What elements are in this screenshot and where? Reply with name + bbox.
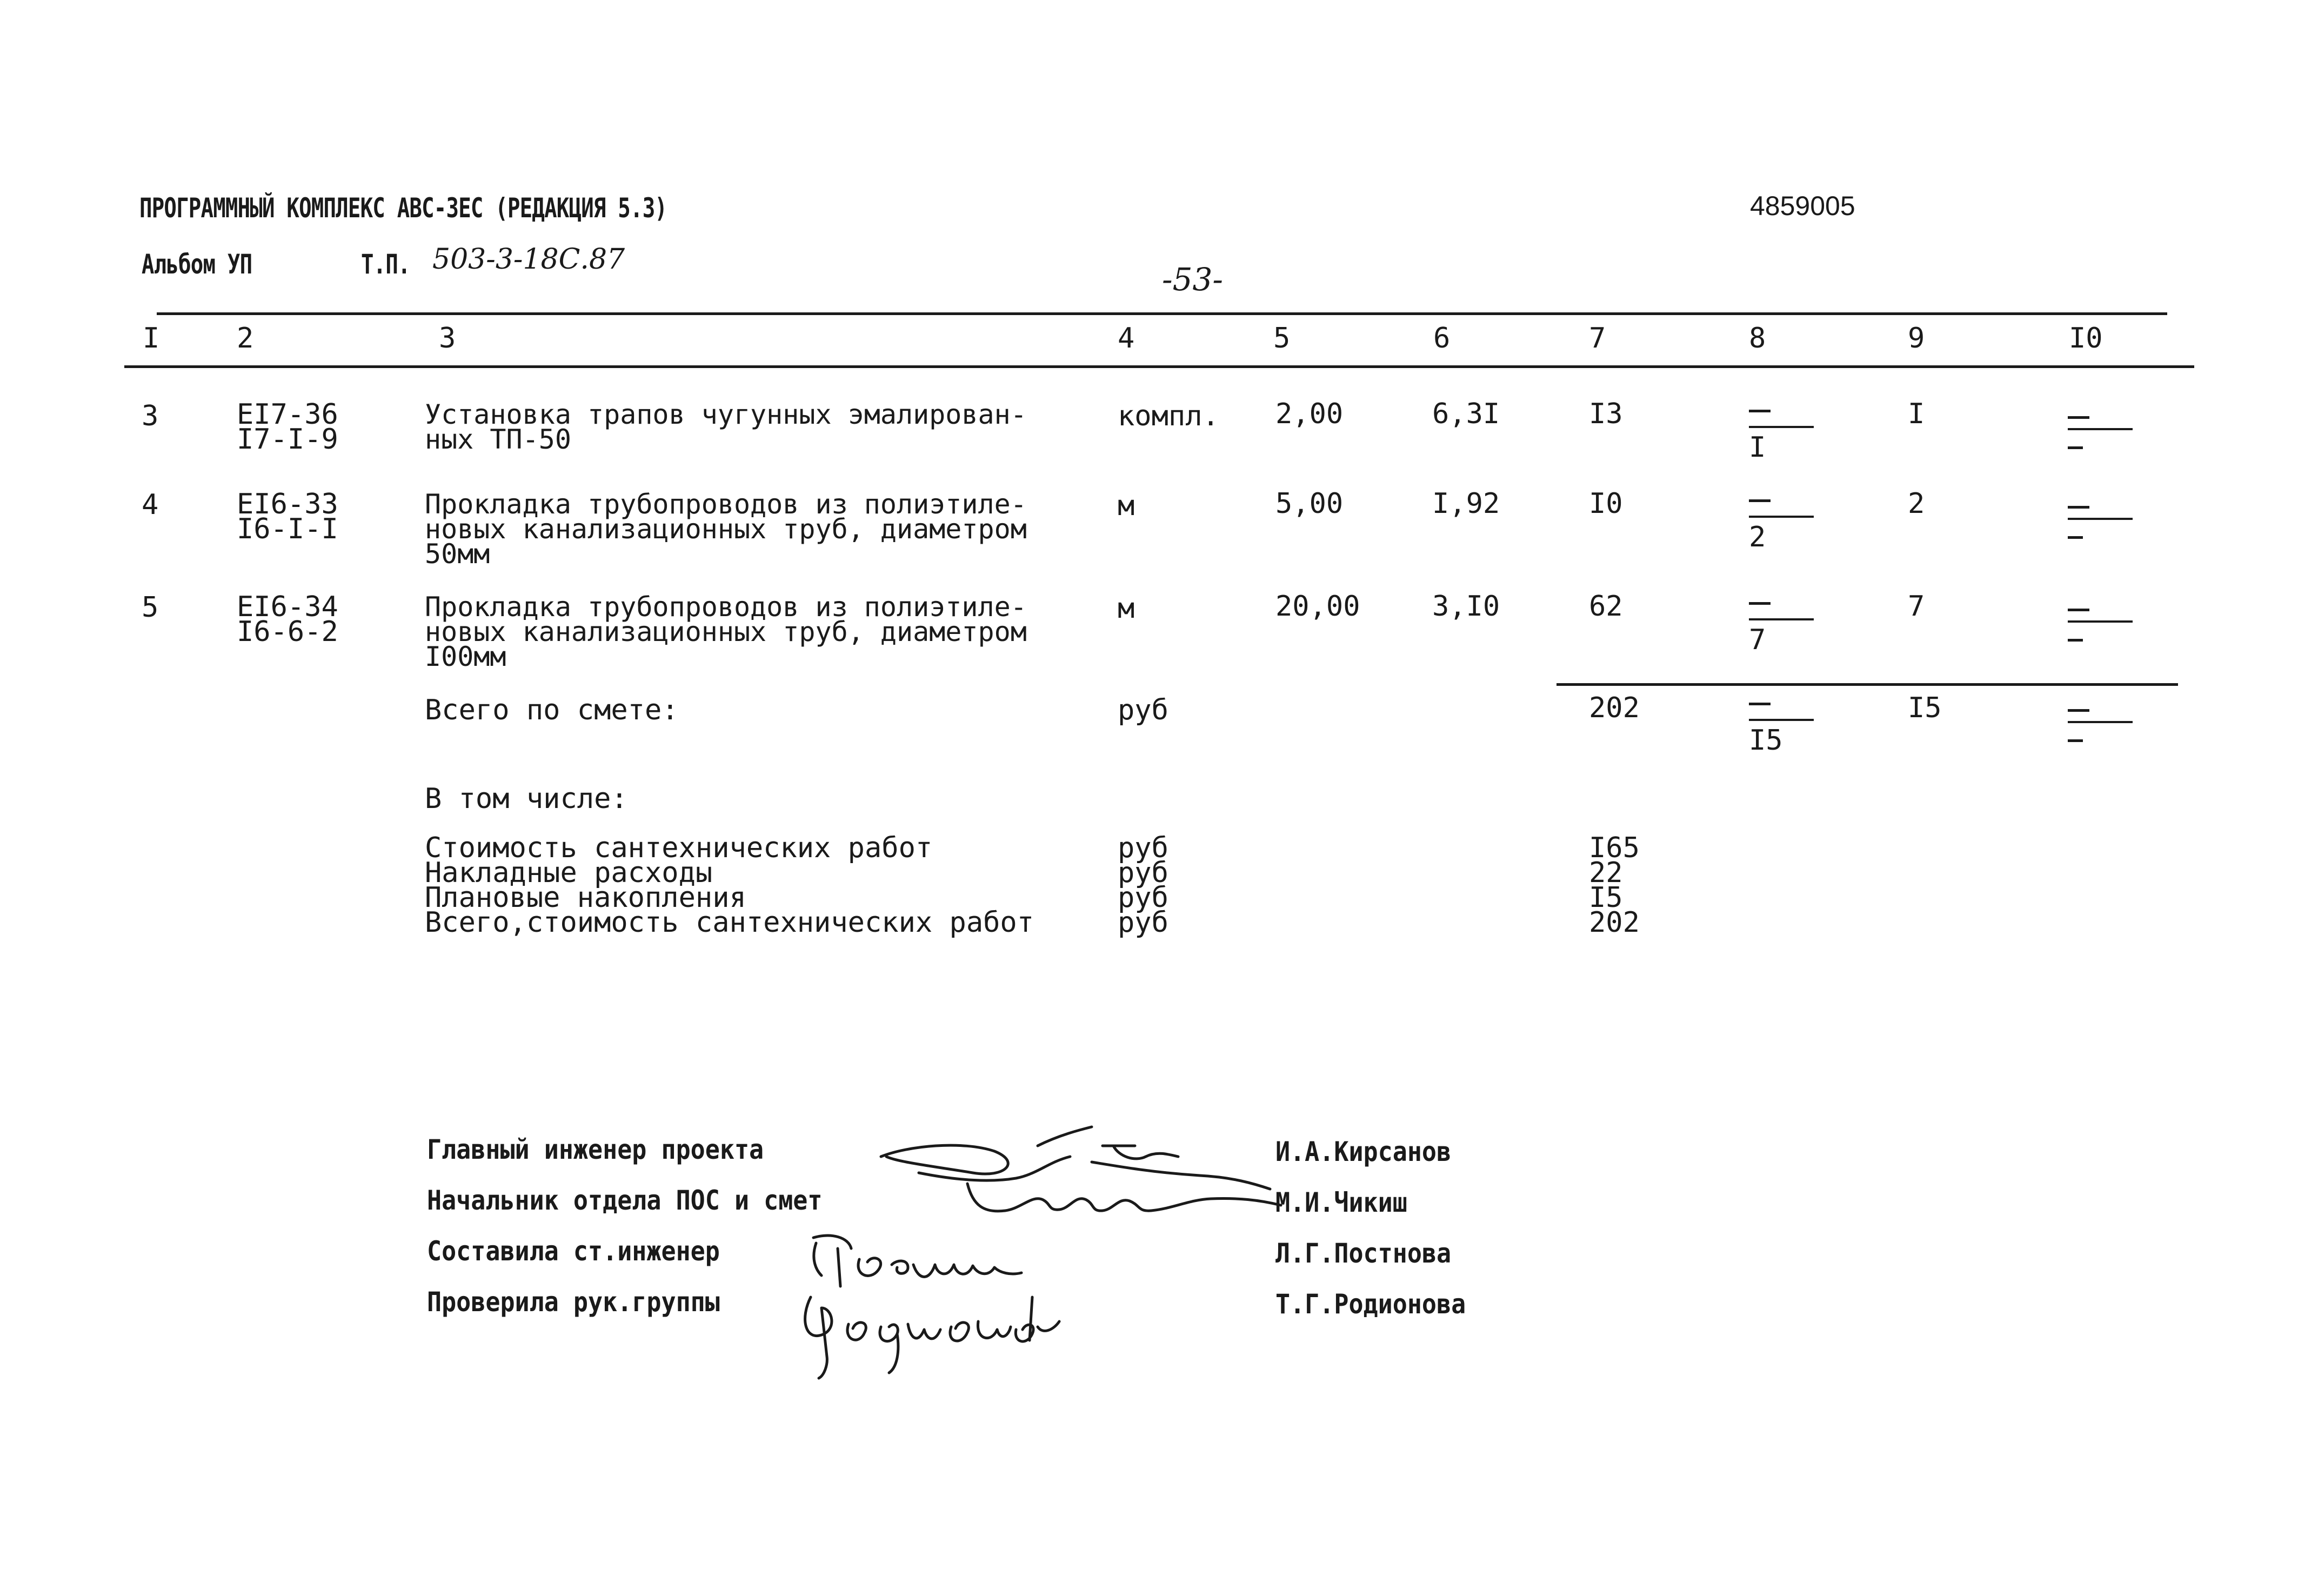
- signer-role: Главный инженер проекта: [427, 1134, 764, 1165]
- column-header: 3: [439, 322, 456, 355]
- including-label: В том числе:: [425, 783, 628, 815]
- price-code: I7-I-9: [237, 423, 338, 456]
- work-description-line: Установка трапов чугунных эмалирован-: [425, 399, 1027, 430]
- fraction-bottom: 2: [1749, 521, 1766, 553]
- fraction-bar: [1749, 618, 1814, 620]
- fraction-bar: [1749, 719, 1814, 721]
- fraction-top-dash: [1749, 703, 1771, 705]
- price-code: I6-I-I: [237, 513, 338, 545]
- breakdown-label: Всего,стоимость сантехнических работ: [425, 906, 1034, 939]
- unit-price: 3,I0: [1432, 590, 1500, 623]
- column-header: I: [143, 322, 160, 355]
- breakdown-value: I65: [1589, 832, 1640, 864]
- col10-fraction: [2068, 416, 2133, 476]
- work-description-line: новых канализационных труб, диаметром: [425, 616, 1027, 647]
- fraction-bar: [2068, 428, 2133, 430]
- breakdown-label: Стоимость сантехнических работ: [425, 832, 933, 864]
- norm-code: EI6-33: [237, 488, 338, 520]
- fraction-top-dash: [2068, 416, 2089, 419]
- column-header: 9: [1908, 322, 1925, 355]
- total-rule: [1557, 683, 2178, 686]
- album-label: Альбом УП: [142, 249, 252, 280]
- work-description-line: Прокладка трубопроводов из полиэтиле-: [425, 591, 1027, 623]
- tp-number: 503-3-18С.87: [432, 243, 625, 276]
- breakdown-value: I5: [1589, 882, 1623, 914]
- table-top-rule: [157, 312, 2167, 315]
- fraction-bar: [2068, 518, 2133, 520]
- document-number: 4859005: [1750, 191, 1855, 221]
- program-title: ПРОГРАММНЫЙ КОМПЛЕКС АВС-ЗЕС (РЕДАКЦИЯ 5.3): [139, 192, 667, 224]
- work-description-line: I00мм: [425, 641, 506, 672]
- column-header: I0: [2069, 322, 2103, 355]
- total-cost: I0: [1589, 488, 1623, 520]
- col10-fraction: [2068, 506, 2133, 565]
- signer-name: Л.Г.Постнова: [1275, 1238, 1452, 1269]
- price-code: I6-6-2: [237, 616, 338, 648]
- breakdown-unit: руб: [1118, 832, 1168, 864]
- fraction-top-dash: [1749, 499, 1771, 502]
- fraction-top-dash: [2068, 609, 2089, 611]
- row-number: 3: [142, 400, 159, 432]
- col9-value: I: [1908, 398, 1925, 430]
- work-description-line: 50мм: [425, 538, 490, 570]
- column-header: 5: [1273, 322, 1291, 355]
- fraction-bottom: I5: [1749, 724, 1783, 757]
- col10-fraction: [2068, 709, 2133, 769]
- work-description-line: Прокладка трубопроводов из полиэтиле-: [425, 489, 1027, 520]
- column-header: 7: [1589, 322, 1606, 355]
- unit: м: [1118, 592, 1135, 625]
- norm-code: EI6-34: [237, 591, 338, 623]
- signer-role: Проверила рук.группы: [427, 1286, 720, 1318]
- unit: м: [1118, 490, 1135, 522]
- table-header-rule: [124, 365, 2194, 368]
- handwritten-signature-group-lead: [789, 1276, 1070, 1384]
- breakdown-value: 22: [1589, 857, 1623, 889]
- fraction-bar: [1749, 516, 1814, 518]
- column-header: 6: [1433, 322, 1451, 355]
- page-number: -53-: [1162, 261, 1223, 298]
- fraction-bar: [1749, 426, 1814, 428]
- fraction-bottom: I: [1749, 431, 1766, 464]
- breakdown-unit: руб: [1118, 882, 1168, 914]
- row-number: 5: [142, 591, 159, 624]
- unit-price: I,92: [1432, 488, 1500, 520]
- breakdown-label: Плановые накопления: [425, 882, 746, 914]
- col9-value: 2: [1908, 488, 1925, 520]
- unit-price: 6,3I: [1432, 398, 1500, 430]
- quantity: 20,00: [1275, 590, 1360, 623]
- total-unit: руб: [1118, 694, 1168, 726]
- signer-name: И.А.Кирсанов: [1275, 1136, 1452, 1167]
- quantity: 2,00: [1275, 398, 1344, 430]
- col10-fraction: [2068, 609, 2133, 668]
- fraction-top-dash: [2068, 709, 2089, 712]
- fraction-top-dash: [2068, 506, 2089, 509]
- fraction-bottom-dash: [2068, 639, 2083, 642]
- unit: компл.: [1118, 400, 1219, 432]
- fraction-bar: [2068, 620, 2133, 623]
- total-cost: I3: [1589, 398, 1623, 430]
- norm-code: EI7-36: [237, 398, 338, 431]
- fraction-bar: [2068, 721, 2133, 723]
- work-description-line: ных ТП-50: [425, 424, 571, 455]
- grand-total: 202: [1589, 692, 1640, 724]
- signer-role: Начальник отдела ПОС и смет: [427, 1185, 823, 1216]
- quantity: 5,00: [1275, 488, 1344, 520]
- breakdown-value: 202: [1589, 906, 1640, 939]
- work-description-line: новых канализационных труб, диаметром: [425, 513, 1027, 545]
- fraction-bottom-dash: [2068, 739, 2083, 742]
- total-cost: 62: [1589, 590, 1623, 623]
- fraction-bottom-dash: [2068, 446, 2083, 449]
- handwritten-signature-department-head: [957, 1162, 1292, 1227]
- breakdown-unit: руб: [1118, 857, 1168, 889]
- total-label: Всего по смете:: [425, 694, 679, 726]
- col9-value: I5: [1908, 692, 1942, 724]
- fraction-top-dash: [1749, 410, 1771, 412]
- signer-name: Т.Г.Родионова: [1275, 1288, 1466, 1320]
- row-number: 4: [142, 489, 159, 521]
- fraction-top-dash: [1749, 602, 1771, 605]
- signer-name: М.И.Чикиш: [1275, 1187, 1407, 1218]
- col9-value: 7: [1908, 590, 1925, 623]
- signer-role: Составила ст.инженер: [427, 1236, 720, 1267]
- fraction-bottom: 7: [1749, 624, 1766, 656]
- breakdown-unit: руб: [1118, 906, 1168, 939]
- col8-fraction: [1749, 703, 1814, 762]
- column-header: 2: [237, 322, 254, 355]
- fraction-bottom-dash: [2068, 536, 2083, 539]
- column-header: 4: [1118, 322, 1135, 355]
- col8-fraction: [1749, 602, 1814, 662]
- breakdown-label: Накладные расходы: [425, 857, 713, 889]
- col8-fraction: [1749, 499, 1814, 559]
- column-header: 8: [1749, 322, 1766, 355]
- tp-label: Т.П.: [361, 249, 410, 280]
- col8-fraction: [1749, 410, 1814, 469]
